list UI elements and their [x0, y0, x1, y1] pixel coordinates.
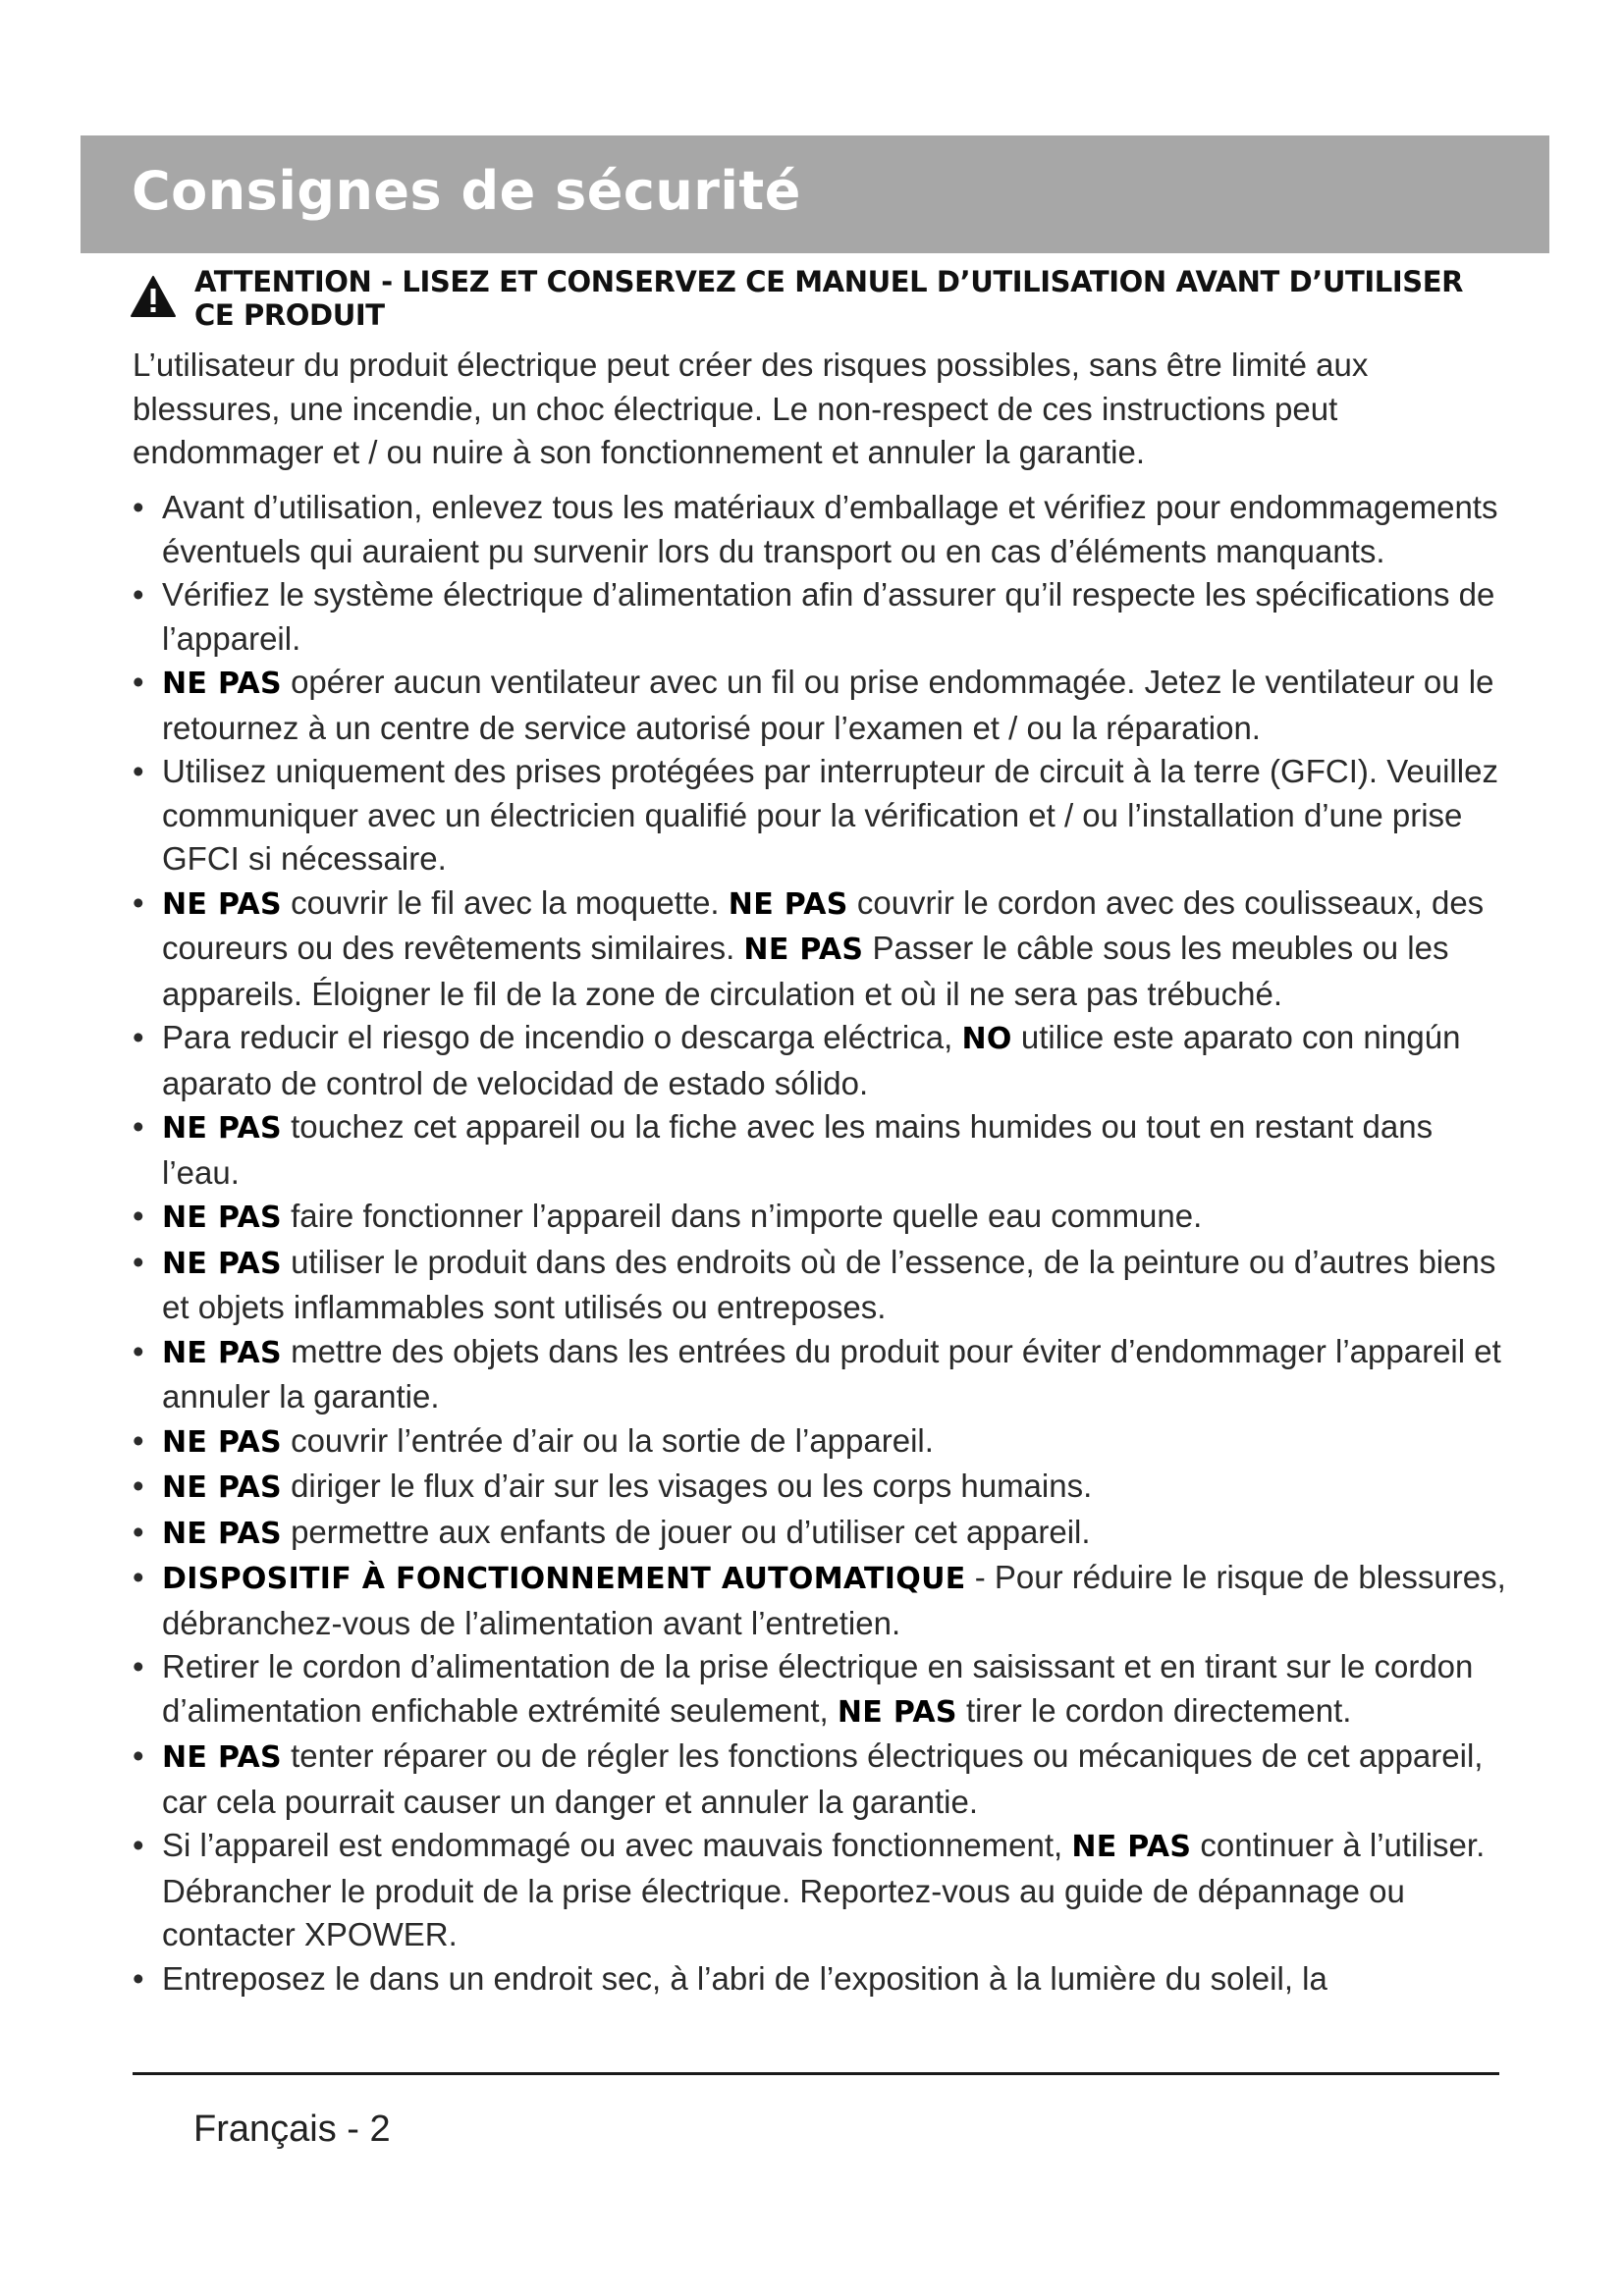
list-item: • Vérifiez le système électrique d’alimentation afin d’assurer qu’il respecte les spécifications de l’appareil. — [133, 573, 1507, 661]
list-item: • NE PAS faire fonctionner l’appareil dans n’importe quelle eau commune. — [133, 1195, 1507, 1241]
list-item: • NE PAS permettre aux enfants de jouer ou d’utiliser cet appareil. — [133, 1511, 1507, 1557]
section-header — [81, 135, 1549, 253]
list-item: • NE PAS touchez cet appareil ou la fiche avec les mains humides ou tout en restant dans l’eau. — [133, 1105, 1507, 1195]
warning-block — [130, 265, 1504, 332]
warning-keyword: NE PAS — [162, 1335, 282, 1370]
warning-keyword: NE PAS — [162, 667, 282, 701]
footer-divider — [133, 2072, 1499, 2075]
warning-keyword: NO — [961, 1022, 1012, 1056]
list-item: • NE PAS tenter réparer ou de régler les fonctions électriques ou mécaniques de cet appareil, car cela pourrait causer un danger et annuler la garantie. — [133, 1735, 1507, 1824]
warning-keyword: NE PAS — [728, 886, 848, 922]
warning-keyword: NE PAS — [743, 933, 864, 967]
warning-title: ATTENTION - LISEZ ET CONSERVEZ CE MANUEL D’UTILISATION AVANT D’UTILISER CE PRODUIT — [194, 265, 1464, 332]
list-item: • Avant d’utilisation, enlevez tous les matériaux d’emballage et vérifiez pour endommagements éventuels qui auraient pu survenir lors du transport ou en cas d’éléments manquants. — [133, 486, 1507, 573]
list-item: • NE PAS mettre des objets dans les entrées du produit pour éviter d’endommager l’appareil et annuler la garantie. — [133, 1330, 1507, 1419]
page-number: Français - 2 — [193, 2109, 391, 2150]
warning-keyword: NE PAS — [162, 1740, 282, 1775]
warning-keyword: NE PAS — [162, 1516, 282, 1551]
list-item: • NE PAS couvrir le fil avec la moquette. NE PAS couvrir le cordon avec des coulisseaux, des coureurs ou des revêtements similaires. NE PAS Passer le câble sous les meubles ou les appareils. Éloigner le fil de la zone de circulation et où il ne sera pas trébuché. — [133, 881, 1507, 1017]
list-item: • NE PAS diriger le flux d’air sur les visages ou les corps humains. — [133, 1465, 1507, 1511]
list-item: • NE PAS opérer aucun ventilateur avec un fil ou prise endommagée. Jetez le ventilateur ou le retournez à un centre de service autorisé pour l’examen et / ou la réparation. — [133, 661, 1507, 750]
warning-keyword: NE PAS — [162, 886, 282, 922]
warning-keyword: NE PAS — [162, 1470, 282, 1505]
warning-keyword: NE PAS — [1071, 1830, 1192, 1864]
list-item: • Para reducir el riesgo de incendio o descarga eléctrica, NO utilice este aparato con ningún aparato de control de velocidad de estado sólido. — [133, 1016, 1507, 1105]
warning-keyword: NE PAS — [837, 1694, 957, 1730]
list-item: • Utilisez uniquement des prises protégées par interrupteur de circuit à la terre (GFCI). Veuillez communiquer avec un électricien qualifié pour la vérification et / ou l’installation d’une prise GFCI si nécessaire. — [133, 750, 1507, 881]
list-item: • NE PAS utiliser le produit dans des endroits où de l’essence, de la peinture ou d’autres biens et objets inflammables sont utilisés ou entreposes. — [133, 1241, 1507, 1330]
warning-keyword: NE PAS — [162, 1111, 282, 1146]
list-item: • Entreposez le dans un endroit sec, à l’abri de l’exposition à la lumière du soleil, la — [133, 1957, 1507, 2002]
warning-keyword: DISPOSITIF À FONCTIONNEMENT AUTOMATIQUE — [162, 1562, 966, 1596]
list-item: • DISPOSITIF À FONCTIONNEMENT AUTOMATIQUE - Pour réduire le risque de blessures, débranchez-vous de l’alimentation avant l’entretien. — [133, 1556, 1507, 1645]
warning-keyword: NE PAS — [162, 1246, 282, 1281]
list-item: • NE PAS couvrir l’entrée d’air ou la sortie de l’appareil. — [133, 1419, 1507, 1466]
list-item: • Retirer le cordon d’alimentation de la prise électrique en saisissant et en tirant sur le cordon d’alimentation enfichable extrémité seulement, NE PAS tirer le cordon directement. — [133, 1645, 1507, 1735]
list-item: • Si l’appareil est endommagé ou avec mauvais fonctionnement, NE PAS continuer à l’utiliser. Débrancher le produit de la prise électrique. Reportez-vous au guide de dépannage ou contacter XPOWER. — [133, 1824, 1507, 1957]
safety-list — [133, 486, 1507, 2001]
intro-paragraph: L’utilisateur du produit électrique peut créer des risques possibles, sans être limité aux blessures, une incendie, un choc électrique. Le non-respect de ces instructions peut endommager et / ou nuire à son fonctionnement et annuler la garantie. — [133, 347, 1369, 470]
warning-keyword: NE PAS — [162, 1201, 282, 1235]
page-title: Consignes de sécurité — [132, 160, 801, 222]
warning-triangle-icon — [130, 275, 177, 318]
warning-keyword: NE PAS — [162, 1424, 282, 1460]
